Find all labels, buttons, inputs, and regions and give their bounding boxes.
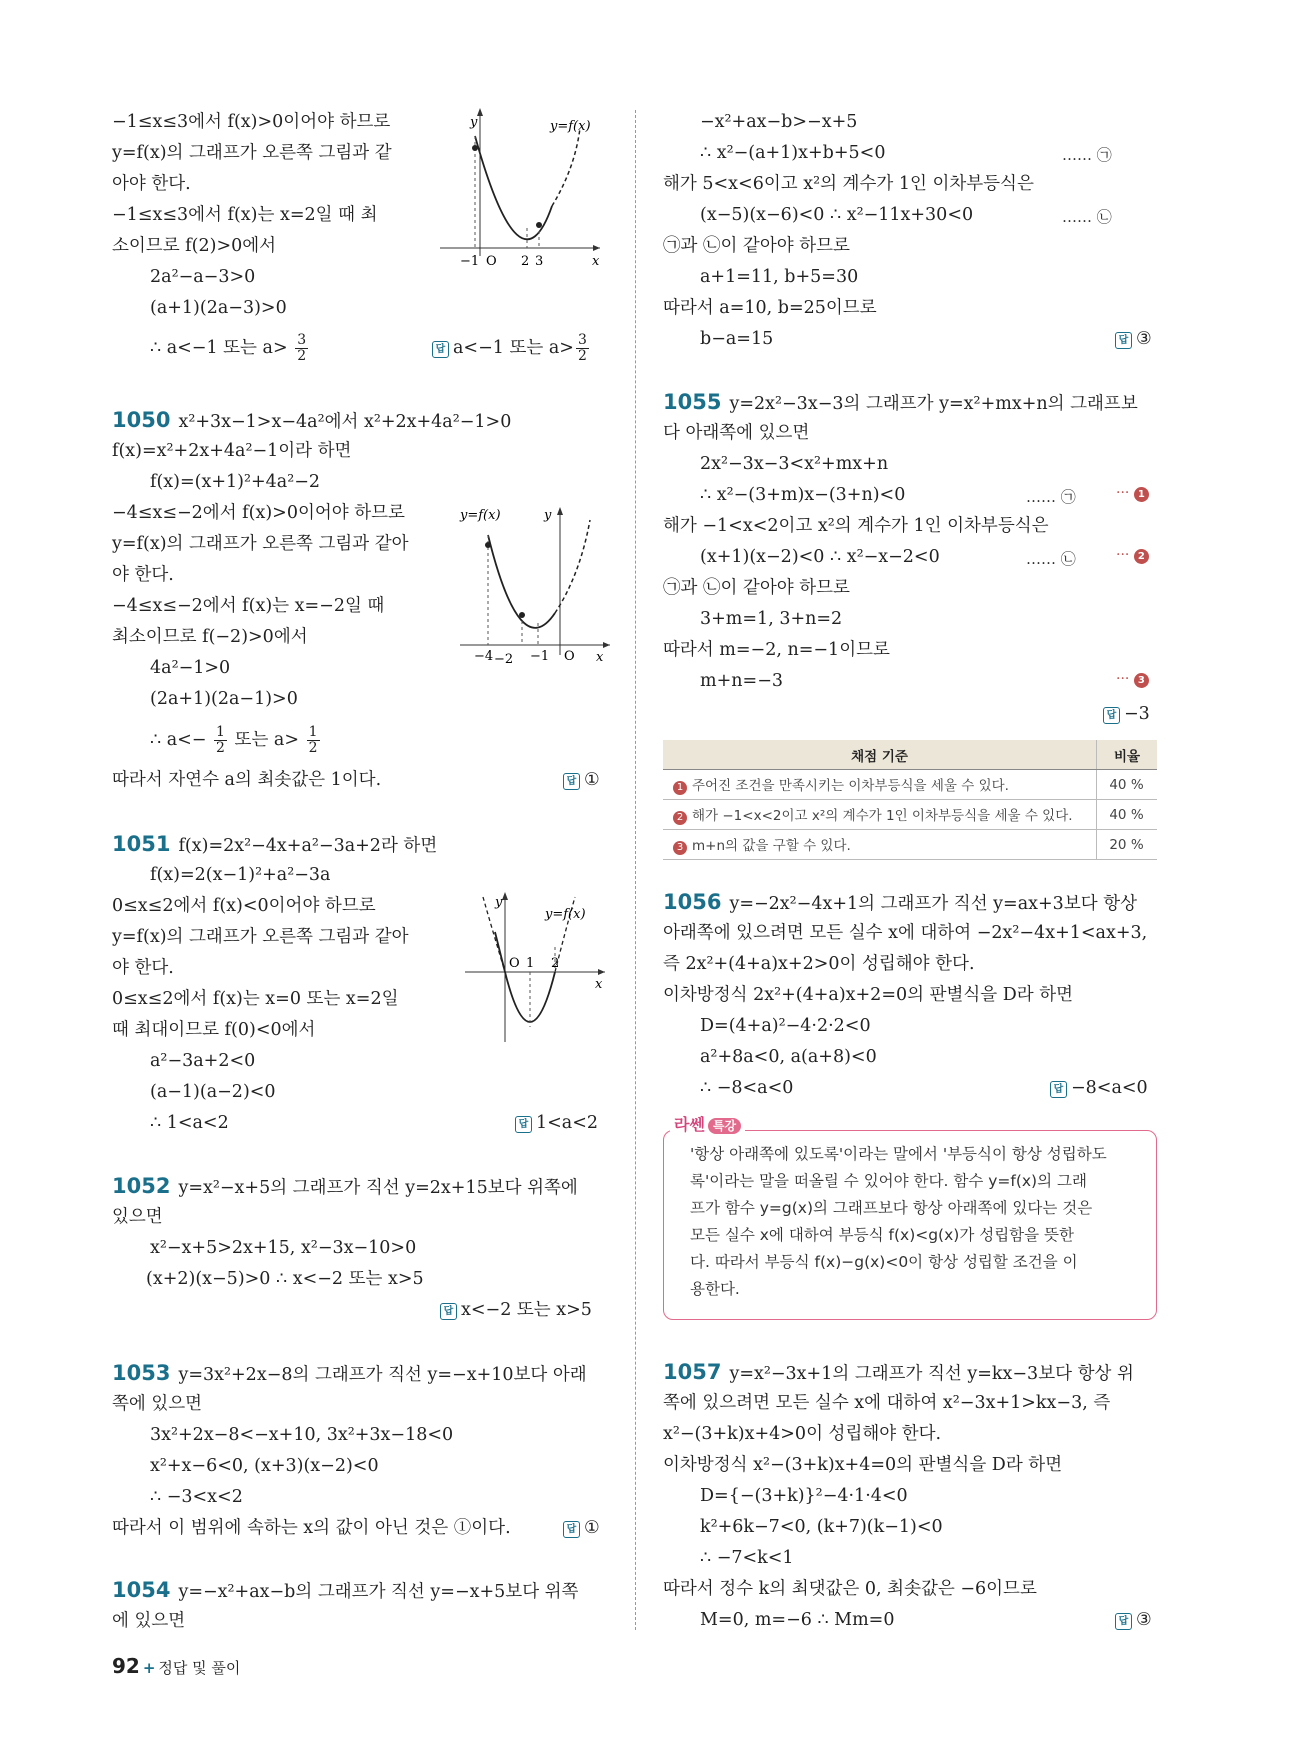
problem-number: 1052	[112, 1174, 171, 1198]
x-axis-label: x	[595, 977, 603, 992]
tick-label: −1	[460, 254, 480, 269]
equation-line: ∴ a<− $\frac{1}{2}$ 또는 a> $\frac{1}{2}$	[150, 724, 318, 756]
label-mark: …… ㉡	[1062, 208, 1112, 226]
tick-label: O	[486, 254, 497, 269]
equation-line: (a−1)(a−2)<0	[150, 1082, 276, 1102]
table-cell: 1 주어진 조건을 만족시키는 이차부등식을 세울 수 있다.	[663, 770, 1097, 800]
equation-line: k²+6k−7<0, (k+7)(k−1)<0	[700, 1517, 943, 1537]
table-row	[663, 800, 1157, 830]
answer-icon: 답	[432, 341, 449, 358]
tick-label: O	[564, 649, 575, 664]
tick-label: 3	[535, 254, 544, 269]
answer: 답 −3	[1103, 702, 1150, 726]
equation-line: a²+8a<0, a(a+8)<0	[700, 1047, 877, 1067]
equation-line: ∴ x²−(a+1)x+b+5<0	[700, 143, 886, 163]
equation-line: ∴ x²−(3+m)x−(3+n)<0	[700, 485, 906, 505]
column-header: 채점 기준	[663, 740, 1097, 770]
text-line: −1≤x≤3에서 f(x)는 x=2일 때 최	[112, 205, 378, 225]
table-cell: 3 m+n의 값을 구할 수 있다.	[663, 830, 1097, 860]
answer-icon: 답	[1050, 1081, 1067, 1098]
text-line: 쪽에 있으려면 모든 실수 x에 대하여 x²−3x+1>kx−3, 즉	[663, 1393, 1111, 1413]
text-line: x²−(3+k)x+4>0이 성립해야 한다.	[663, 1424, 942, 1444]
answer-icon: 답	[515, 1116, 532, 1133]
answer: 답 −8<a<0	[1050, 1076, 1148, 1100]
tick-label: −1	[530, 649, 550, 664]
tick-label: O	[509, 956, 520, 971]
equation-line: a+1=11, b+5=30	[700, 267, 859, 287]
table-cell: 20 %	[1097, 830, 1158, 860]
text-line: 이차방정식 2x²+(4+a)x+2=0의 판별식을 D라 하면	[663, 985, 1074, 1005]
equation-line: x²−x+5>2x+15, x²−3x−10>0	[150, 1238, 417, 1258]
function-label: y=f(x)	[550, 119, 591, 134]
text-line: 1051 f(x)=2x²−4x+a²−3a+2라 하면	[112, 832, 438, 856]
equation-line: ∴ 1<a<2	[150, 1113, 229, 1133]
text-line: y=f(x)의 그래프가 오른쪽 그림과 같	[112, 143, 392, 163]
equation-line: (x+1)(x−2)<0 ∴ x²−x−2<0	[700, 547, 940, 567]
text-line: ㉠과 ㉡이 같아야 하므로	[663, 578, 850, 598]
answer-icon: 답	[563, 1521, 580, 1538]
answer-icon: 답	[563, 773, 580, 790]
tick-label: 2	[521, 254, 530, 269]
text-line: 1052 y=x²−x+5의 그래프가 직선 y=2x+15보다 위쪽에	[112, 1174, 578, 1198]
equation-line: f(x)=2(x−1)²+a²−3a	[150, 865, 331, 885]
text-line: −4≤x≤−2에서 f(x)>0이어야 하므로	[112, 503, 405, 523]
equation-line: D={−(3+k)}²−4·1·4<0	[700, 1486, 908, 1506]
page-number: 92	[112, 1654, 140, 1678]
text-line: 0≤x≤2에서 f(x)<0이어야 하므로	[112, 896, 376, 916]
text-line: ㉠과 ㉡이 같아야 하므로	[663, 236, 850, 256]
plus-icon: +	[142, 1659, 156, 1677]
text-line: 1054 y=−x²+ax−b의 그래프가 직선 y=−x+5보다 위쪽	[112, 1578, 579, 1602]
text-line: 따라서 이 범위에 속하는 x의 값이 아닌 것은 ①이다.	[112, 1518, 511, 1538]
tip-text: 용한다.	[690, 1280, 740, 1298]
problem-number: 1055	[663, 390, 722, 414]
answer: 답 1<a<2	[515, 1111, 598, 1135]
function-label: y=f(x)	[545, 907, 586, 922]
problem-number: 1051	[112, 832, 171, 856]
equation-line: 2a²−a−3>0	[150, 267, 256, 287]
text-line: 해가 −1<x<2이고 x²의 계수가 1인 이차부등식은	[663, 516, 1049, 536]
text-line: y=f(x)의 그래프가 오른쪽 그림과 같아	[112, 534, 409, 554]
x-axis-label: x	[596, 650, 604, 665]
answer: 답 ①	[563, 768, 600, 792]
equation-line: D=(4+a)²−4·2·2<0	[700, 1016, 871, 1036]
text-line: 1057 y=x²−3x+1의 그래프가 직선 y=kx−3보다 항상 위	[663, 1360, 1134, 1384]
answer-icon: 답	[440, 1303, 457, 1320]
text-line: 다 아래쪽에 있으면	[663, 423, 810, 443]
tip-text: '항상 아래쪽에 있도록'이라는 말에서 '부등식이 항상 성립하도	[690, 1145, 1107, 1163]
equation-line: m+n=−3	[700, 671, 783, 691]
tick-label: −4	[474, 649, 494, 664]
text-line: 따라서 정수 k의 최댓값은 0, 최솟값은 −6이므로	[663, 1579, 1037, 1599]
text-line: 0≤x≤2에서 f(x)는 x=0 또는 x=2일	[112, 989, 399, 1009]
equation-line: x²+x−6<0, (x+3)(x−2)<0	[150, 1456, 379, 1476]
y-axis-label: y	[495, 895, 503, 910]
problem-number: 1056	[663, 890, 722, 914]
text-line: −1≤x≤3에서 f(x)>0이어야 하므로	[112, 112, 391, 132]
equation-line: (2a+1)(2a−1)>0	[150, 689, 298, 709]
equation-line: (x+2)(x−5)>0 ∴ x<−2 또는 x>5	[146, 1269, 424, 1289]
answer: 답 a<−1 또는 a> $\frac{3}{2}$	[432, 333, 591, 364]
table-row	[663, 770, 1157, 800]
graph-1051	[465, 892, 615, 1052]
equation-line: M=0, m=−6 ∴ Mm=0	[700, 1610, 895, 1630]
tip-text: 모든 실수 x에 대하여 부등식 f(x)<g(x)가 성립함을 뜻한	[690, 1226, 1074, 1244]
text-line: 따라서 m=−2, n=−1이므로	[663, 640, 890, 660]
problem-number: 1053	[112, 1361, 171, 1385]
tick-label: 1	[526, 956, 535, 971]
answer-icon: 답	[1115, 332, 1132, 349]
tick-label: 2	[551, 956, 560, 971]
text-line: 에 있으면	[112, 1611, 186, 1631]
fraction: $\frac{3}{2}$	[297, 332, 307, 364]
step-marker: ··· 1	[1116, 485, 1149, 502]
y-axis-label: y	[544, 508, 552, 523]
text-line: 즉 2x²+(4+a)x+2>0이 성립해야 한다.	[663, 954, 975, 974]
equation-line: ∴ −7<k<1	[700, 1548, 794, 1568]
column-divider	[635, 110, 636, 1630]
y-axis-label: y	[470, 115, 478, 130]
text-line: 따라서 a=10, b=25이므로	[663, 298, 877, 318]
text-line: 1053 y=3x²+2x−8의 그래프가 직선 y=−x+10보다 아래	[112, 1361, 587, 1385]
text-line: 때 최대이므로 f(0)<0에서	[112, 1020, 316, 1040]
equation-line: b−a=15	[700, 329, 774, 349]
scoring-criteria-table	[663, 740, 1157, 860]
text-line: 이차방정식 x²−(3+k)x+4=0의 판별식을 D라 하면	[663, 1455, 1063, 1475]
page-footer	[112, 1654, 240, 1678]
text-line: 최소이므로 f(−2)>0에서	[112, 627, 308, 647]
x-axis-label: x	[592, 254, 600, 269]
equation-line: (a+1)(2a−3)>0	[150, 298, 287, 318]
graph-1050	[460, 505, 620, 665]
text-line: f(x)=x²+2x+4a²−1이라 하면	[112, 441, 352, 461]
tip-title: 라쎈 특강	[670, 1112, 745, 1135]
equation-line: −x²+ax−b>−x+5	[700, 112, 858, 132]
tip-text: 록'이라는 말을 떠올릴 수 있어야 한다. 함수 y=f(x)의 그래	[690, 1172, 1087, 1190]
answer: 답 ①	[563, 1516, 600, 1540]
label-mark: …… ㉠	[1062, 146, 1112, 164]
text-line: y=f(x)의 그래프가 오른쪽 그림과 같아	[112, 927, 409, 947]
tick-label: −2	[494, 652, 514, 667]
answer: 답 ③	[1115, 1608, 1152, 1632]
equation-line: f(x)=(x+1)²+4a²−2	[150, 472, 321, 492]
equation-line: 4a²−1>0	[150, 658, 231, 678]
label-mark: …… ㉠	[1026, 488, 1076, 506]
answer: 답 ③	[1115, 327, 1152, 351]
text-line: 쪽에 있으면	[112, 1394, 203, 1414]
answer-icon: 답	[1103, 707, 1120, 724]
text-line: 아래쪽에 있으려면 모든 실수 x에 대하여 −2x²−4x+1<ax+3,	[663, 923, 1148, 943]
step-marker: ··· 2	[1116, 547, 1149, 564]
text-line: 야 한다.	[112, 565, 174, 585]
answer-icon: 답	[1115, 1613, 1132, 1630]
text-line: 있으면	[112, 1207, 163, 1227]
answer: 답 x<−2 또는 x>5	[440, 1298, 592, 1322]
label-mark: …… ㉡	[1026, 550, 1076, 568]
equation-line: ∴ −3<x<2	[150, 1487, 243, 1507]
equation-line: 2x²−3x−3<x²+mx+n	[700, 454, 889, 474]
table-header-row	[663, 740, 1157, 770]
equation-line: a²−3a+2<0	[150, 1051, 256, 1071]
equation-line: (x−5)(x−6)<0 ∴ x²−11x+30<0	[700, 205, 974, 225]
equation-line: ∴ a<−1 또는 a> $\frac{3}{2}$	[150, 332, 307, 364]
text-line: 1050 x²+3x−1>x−4a²에서 x²+2x+4a²−1>0	[112, 408, 512, 432]
text-line: 해가 5<x<6이고 x²의 계수가 1인 이차부등식은	[663, 174, 1034, 194]
problem-number: 1050	[112, 408, 171, 432]
section-title: 정답 및 풀이	[158, 1659, 241, 1677]
text-line: 야 한다.	[112, 958, 174, 978]
table-cell: 40 %	[1097, 770, 1158, 800]
equation-line: ∴ −8<a<0	[700, 1078, 794, 1098]
text-line: 따라서 자연수 a의 최솟값은 1이다.	[112, 770, 382, 790]
equation-line: 3x²+2x−8<−x+10, 3x²+3x−18<0	[150, 1425, 454, 1445]
column-header: 비율	[1097, 740, 1158, 770]
text-line: 1055 y=2x²−3x−3의 그래프가 y=x²+mx+n의 그래프보	[663, 390, 1138, 414]
problem-number: 1057	[663, 1360, 722, 1384]
table-cell: 2 해가 −1<x<2이고 x²의 계수가 1인 이차부등식을 세울 수 있다.	[663, 800, 1097, 830]
function-label: y=f(x)	[460, 508, 501, 523]
tip-text: 다. 따라서 부등식 f(x)−g(x)<0이 항상 성립할 조건을 이	[690, 1253, 1078, 1271]
table-row	[663, 830, 1157, 860]
graph-1049	[440, 108, 610, 269]
problem-number: 1054	[112, 1578, 171, 1602]
text-line: 아야 한다.	[112, 174, 191, 194]
text-line: 소이므로 f(2)>0에서	[112, 236, 277, 256]
equation-line: 3+m=1, 3+n=2	[700, 609, 843, 629]
step-marker: ··· 3	[1116, 671, 1149, 688]
table-cell: 40 %	[1097, 800, 1158, 830]
text-line: −4≤x≤−2에서 f(x)는 x=−2일 때	[112, 596, 385, 616]
tip-text: 프가 함수 y=g(x)의 그래프보다 항상 아래쪽에 있다는 것은	[690, 1199, 1093, 1217]
text-line: 1056 y=−2x²−4x+1의 그래프가 직선 y=ax+3보다 항상	[663, 890, 1138, 914]
